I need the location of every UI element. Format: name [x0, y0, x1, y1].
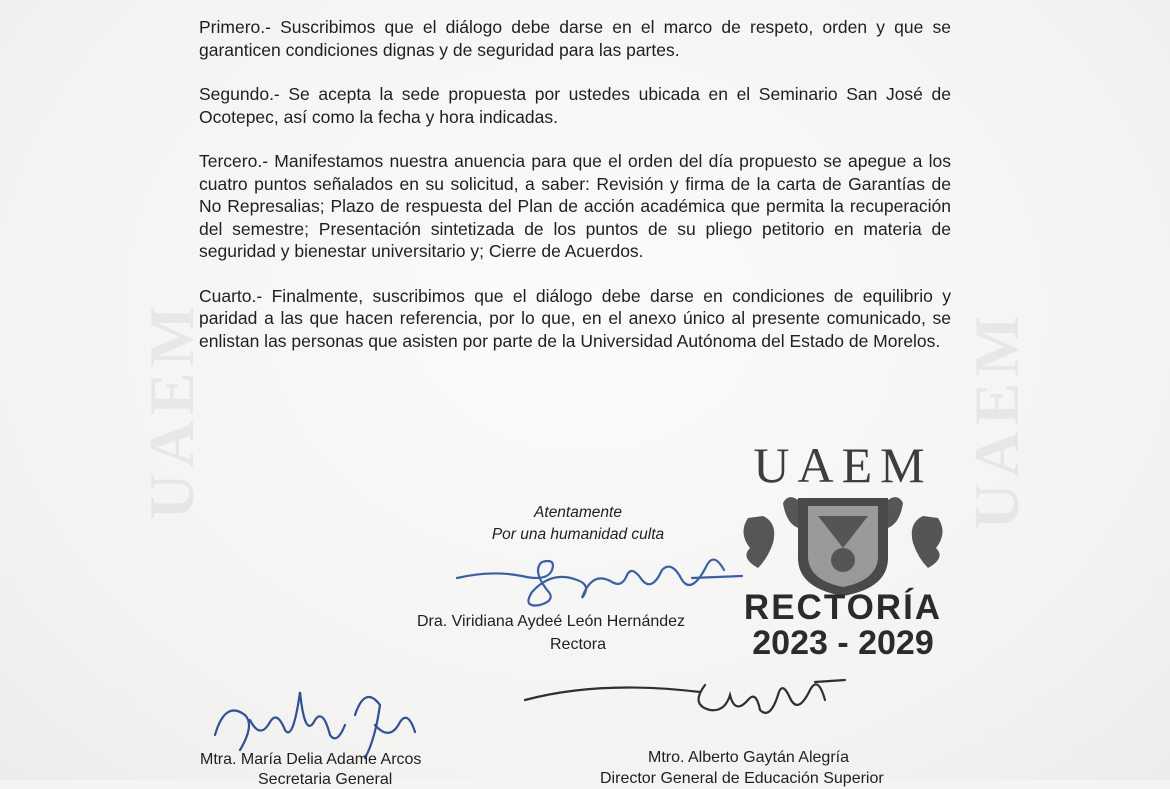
paragraph-primero: Primero.- Suscribimos que el diálogo debe darse en el marco de respeto, orden y que se garanticen condiciones dignas y de seguridad para las partes.	[199, 17, 951, 60]
closing-atentamente: Atentamente	[534, 504, 622, 521]
rector-signature	[452, 540, 752, 620]
director-signature	[520, 670, 860, 740]
watermark-left: UAEM	[136, 300, 207, 520]
university-emblem-icon	[728, 488, 958, 598]
seal-years-text: 2023 - 2029	[752, 624, 934, 662]
director-title: Director General de Educación Superior	[600, 770, 884, 787]
paragraph-cuarto: Cuarto.- Finalmente, suscribimos que el diálogo debe darse en condiciones de equilibrio y paridad a las que hacen referencia, por lo que, en el anexo único al presente comunicado, se enlistan las personas que asisten por parte de la Universidad Autónoma del Estado de Morelos.	[199, 285, 951, 351]
rector-title: Rectora	[550, 636, 607, 653]
paragraph-segundo: Segundo.- Se acepta la sede propuesta por ustedes ubicada en el Seminario San José de Ocotepec, así como la fecha y hora indicadas.	[199, 84, 951, 127]
secretary-name: Mtra. María Delia Adame Arcos	[200, 751, 422, 768]
rectoria-seal	[728, 438, 958, 668]
seal-uaem-text: UAEM	[753, 437, 933, 493]
rector-name: Dra. Viridiana Aydeé León Hernández	[417, 613, 686, 630]
watermark-right: UAEM	[961, 310, 1032, 530]
closing-motto: Por una humanidad culta	[491, 526, 665, 543]
seal-rectoria-text: RECTORÍA	[743, 588, 943, 627]
director-name: Mtro. Alberto Gaytán Alegría	[648, 749, 849, 766]
paragraph-tercero: Tercero.- Manifestamos nuestra anuencia para que el orden del día propuesto se apegue a los cuatro puntos señalados en su solicitud, a saber: Revisión y firma de la carta de Garantías de No Represalias; Plazo de respuesta del Plan de acción académica que permita la recuperación del semestre; Presentación sintetizada de los puntos de su pliego petitorio en materia de seguridad y bienestar universitario y; Cierre de Acuerdos.	[199, 151, 951, 261]
secretary-title: Secretaria General	[258, 771, 393, 788]
document-body	[199, 16, 951, 352]
